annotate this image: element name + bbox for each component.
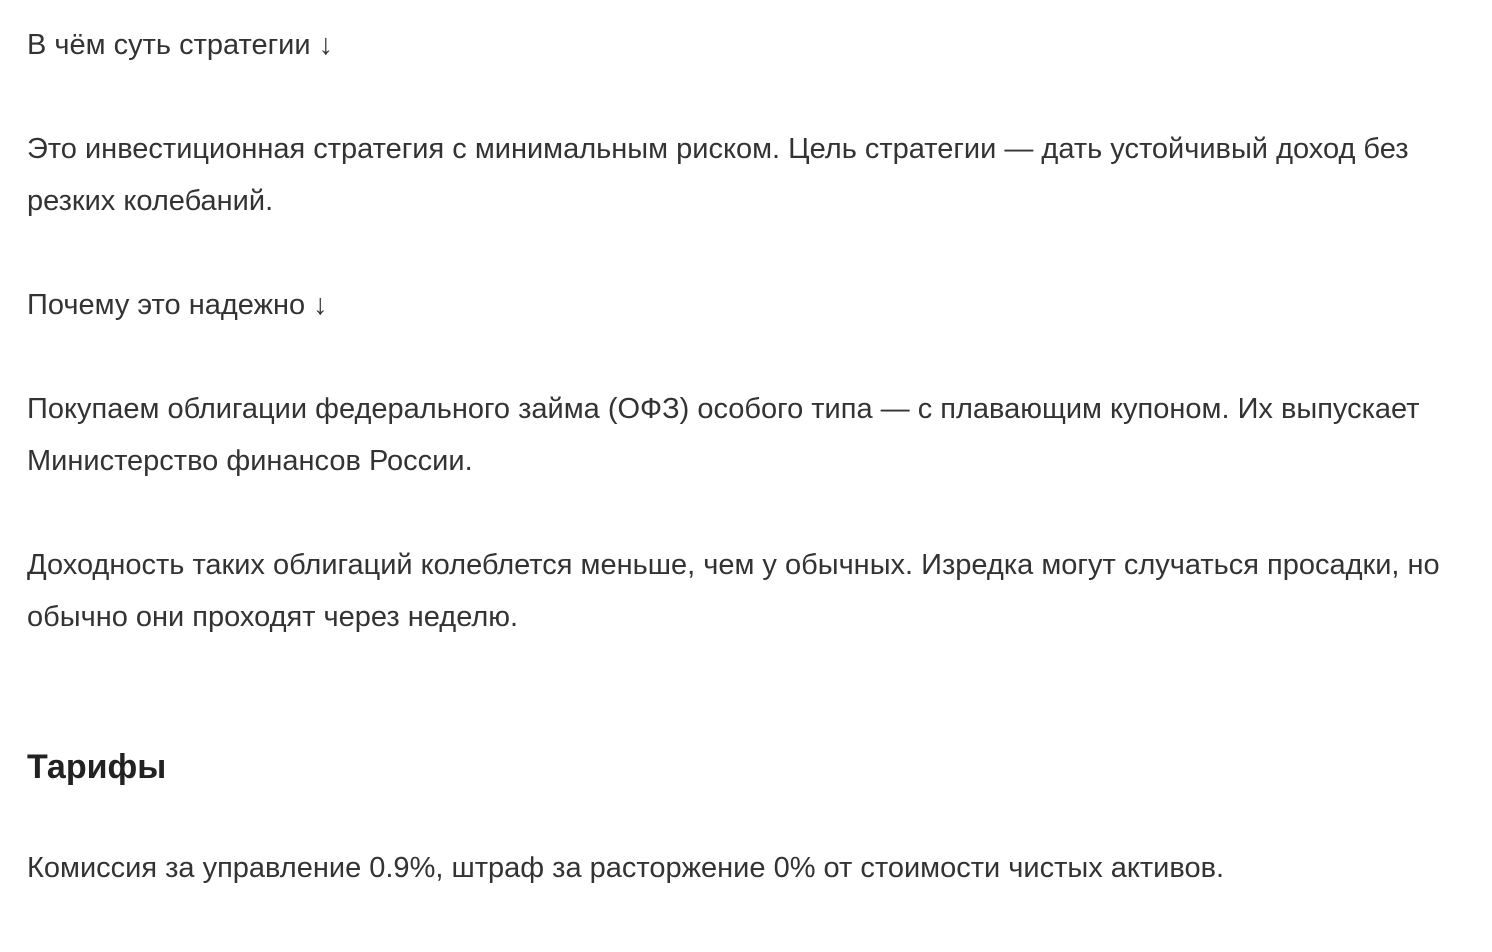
strategy-paragraph: Это инвестиционная стратегия с минимальным риском. Цель стратегии — дать устойчивый доход без резких колебаний. — [27, 133, 1409, 217]
reliability-heading: Почему это надежно ↓ — [27, 289, 328, 321]
reliability-paragraph-2: Доходность таких облигаций колеблется меньше, чем у обычных. Изредка могут случаться просадки, но обычно они проходят через неделю. — [27, 549, 1440, 633]
tariffs-paragraph: Комиссия за управление 0.9%, штраф за расторжение 0% от стоимости чистых активов. — [27, 852, 1225, 884]
strategy-heading: В чём суть стратегии ↓ — [27, 29, 334, 61]
tariffs-title: Тарифы — [27, 748, 167, 786]
reliability-paragraph-1: Покупаем облигации федерального займа (ОФЗ) особого типа — с плавающим купоном. Их выпускает Министерство финансов России. — [27, 393, 1420, 477]
